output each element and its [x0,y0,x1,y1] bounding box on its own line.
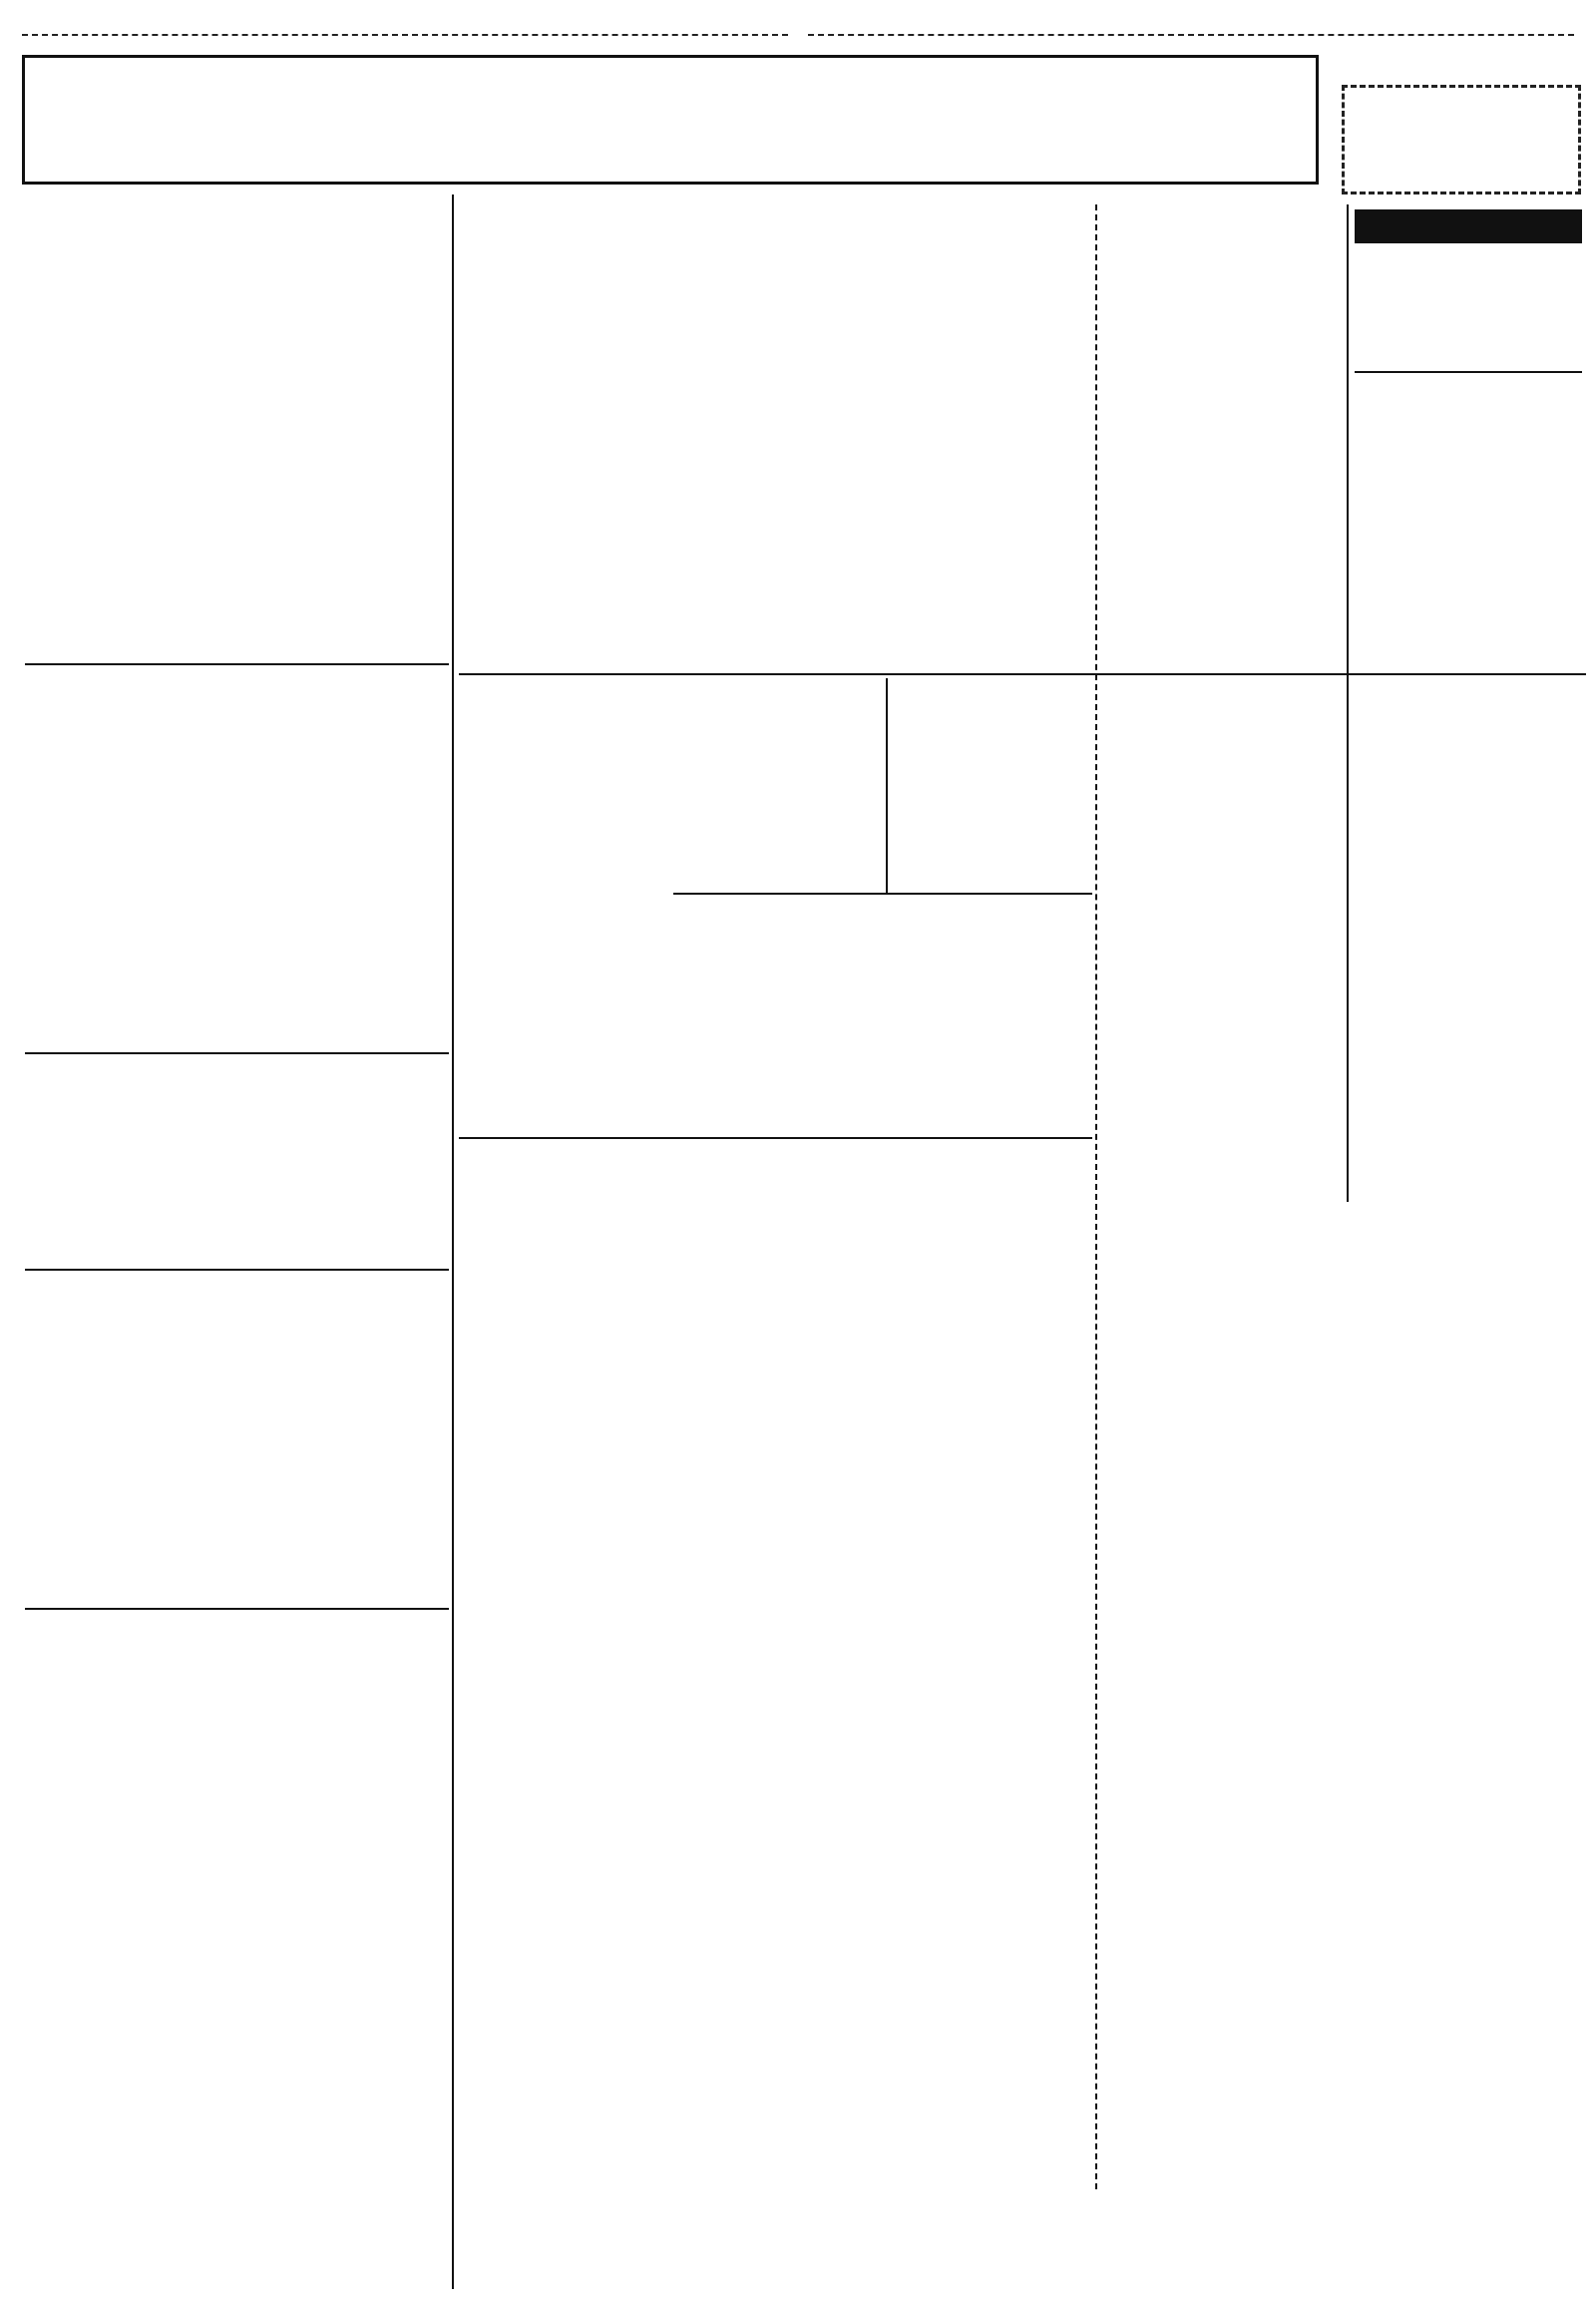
article-divider [25,1608,449,1610]
article-divider [459,1137,1092,1139]
article-body [25,1391,229,1601]
article-divider [25,1052,449,1054]
column-rule [1347,204,1349,1202]
article-body [893,728,1087,888]
article-body [239,1099,444,1261]
article-body [25,304,229,653]
article-body [668,367,868,666]
article-body [1102,297,1342,666]
article-body [1355,251,1582,361]
article-body [878,367,1087,666]
article-body [673,963,878,1127]
section-banner [22,55,1319,185]
article-body [673,743,878,883]
column-rule [1095,204,1097,2189]
article-body [459,743,663,1027]
article-body [1102,750,1337,1119]
article-divider [673,893,1092,895]
article-divider [459,673,1586,675]
article-body [1355,427,1582,666]
article-body [239,1391,444,1601]
article-body [25,740,229,1044]
article-divider [25,663,449,665]
running-head [12,22,1584,48]
article-body [239,740,444,1044]
article-body [888,963,1087,1127]
section-subtitle [25,136,1316,165]
article-divider [1355,371,1582,373]
market-section-bar [1355,209,1582,243]
article-body [459,367,658,666]
column-rule [452,194,454,2289]
article-body [1352,750,1583,1089]
economic-section-box [1342,85,1581,194]
column-rule [886,678,888,893]
article-divider [25,1269,449,1271]
rule-divider [808,34,1574,36]
article-body [25,1099,229,1261]
article-body [239,304,444,653]
rule-divider [22,34,788,36]
